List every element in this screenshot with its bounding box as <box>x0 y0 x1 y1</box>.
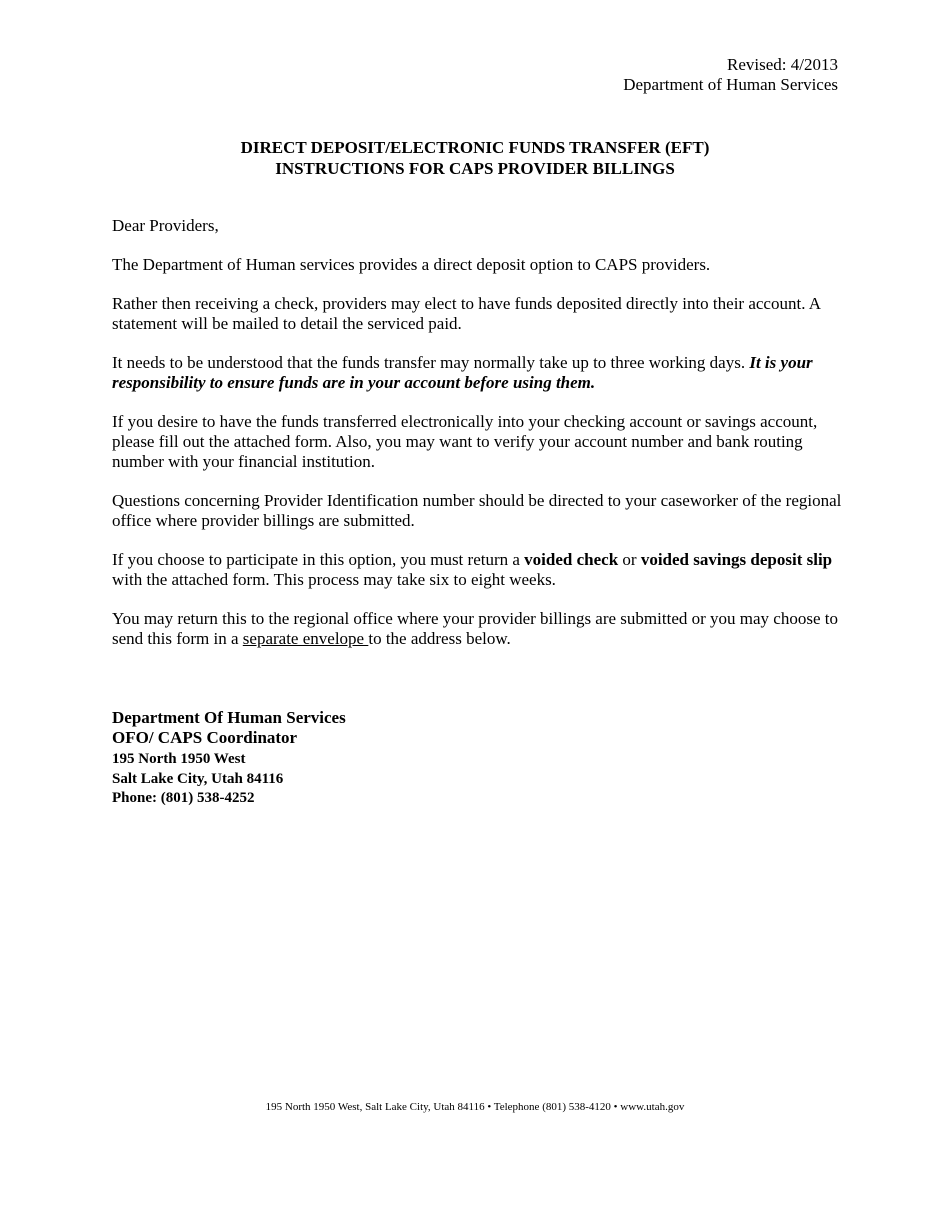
header-department: Department of Human Services <box>623 75 838 94</box>
letter-body <box>112 216 847 668</box>
paragraph-6-text-e: with the attached form. This process may take six to eight weeks. <box>112 570 556 589</box>
revised-date: Revised: 4/2013 <box>727 55 838 74</box>
title-line-1: DIRECT DEPOSIT/ELECTRONIC FUNDS TRANSFER (EFT) <box>240 138 710 157</box>
document-title <box>0 137 950 179</box>
paragraph-3-text: It needs to be understood that the funds transfer may normally take up to three working days. <box>112 353 750 372</box>
paragraph-5: Questions concerning Provider Identification number should be directed to your caseworker of the regional office where provider billings are submitted. <box>112 491 842 530</box>
address-street: 195 North 1950 West <box>112 751 246 767</box>
paragraph-4: If you desire to have the funds transferred electronically into your checking account or savings account, please fill out the attached form. Also, you may want to verify your account number and bank routing number with your financial institution. <box>112 412 818 471</box>
address-coordinator: OFO/ CAPS Coordinator <box>112 728 298 747</box>
title-line-2: INSTRUCTIONS FOR CAPS PROVIDER BILLINGS <box>275 159 675 178</box>
paragraph-7-text-c: to the address below. <box>368 629 511 648</box>
voided-check-emphasis: voided check <box>524 550 619 569</box>
document-header <box>623 55 838 95</box>
separate-envelope-underline: separate envelope <box>242 629 369 648</box>
salutation: Dear Providers, <box>112 216 219 235</box>
paragraph-3-emphasis: It is your responsibility to ensure funds are in your account before using them. <box>112 353 813 392</box>
voided-slip-emphasis: voided savings deposit slip <box>640 550 833 569</box>
paragraph-7-text-a: You may return this to the regional office where your provider billings are submitted or you may choose to send this form in a <box>112 609 838 648</box>
mailing-address <box>112 708 346 809</box>
page-footer: 195 North 1950 West, Salt Lake City, Utah 84116 • Telephone (801) 538-4120 • www.utah.gov <box>265 1101 685 1113</box>
address-phone: Phone: (801) 538-4252 <box>112 790 255 806</box>
paragraph-1: The Department of Human services provides a direct deposit option to CAPS providers. <box>112 255 711 274</box>
address-city: Salt Lake City, Utah 84116 <box>112 770 284 787</box>
paragraph-7 <box>112 609 847 649</box>
paragraph-2: Rather then receiving a check, providers may elect to have funds deposited directly into their account. A statement will be mailed to detail the serviced paid. <box>112 294 821 333</box>
paragraph-6-text-a: If you choose to participate in this option, you must return a <box>112 550 525 569</box>
paragraph-3 <box>112 353 847 393</box>
address-department: Department Of Human Services <box>112 708 346 727</box>
paragraph-6-text-c: or <box>618 550 641 569</box>
paragraph-6 <box>112 550 847 590</box>
